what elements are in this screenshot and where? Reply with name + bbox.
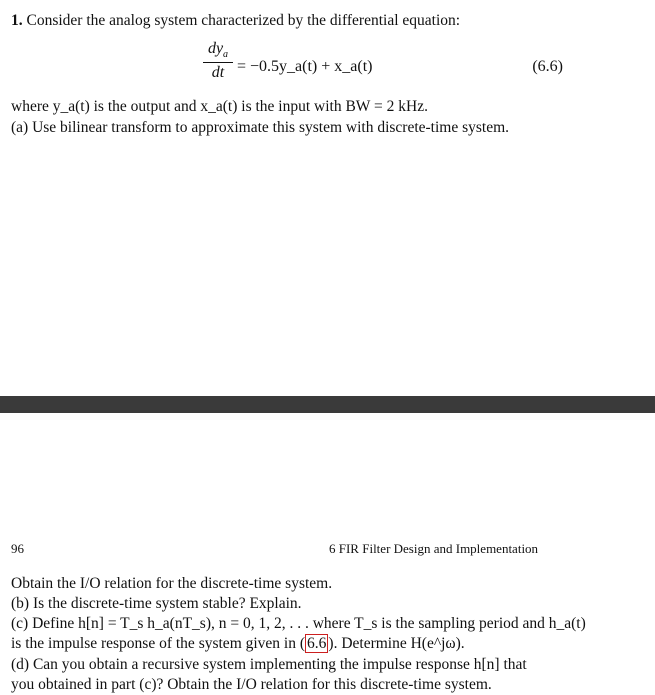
obtain-line: Obtain the I/O relation for the discrete-time system.	[11, 575, 333, 592]
fraction-numerator: $dy_a$	[207, 40, 229, 61]
derivative-fraction	[203, 40, 233, 82]
problem-number: 1.	[11, 12, 23, 29]
equation-reference-link[interactable]: 6.6	[307, 635, 327, 652]
equation-rhs: = −0.5y_a(t) + x_a(t)	[237, 58, 373, 75]
fraction-bar	[203, 62, 233, 63]
part-d-line1: (d) Can you obtain a recursive system implementing the impulse response h[n] that	[11, 656, 527, 673]
running-header: 6 FIR Filter Design and Implementation	[329, 541, 539, 556]
part-c-text-after: ). Determine H(e^jω).	[328, 635, 465, 652]
part-a: (a) Use bilinear transform to approximate this system with discrete-time system.	[11, 119, 510, 136]
equation-number: (6.6)	[532, 58, 563, 75]
part-c-text-before: is the impulse response of the system given in (	[11, 635, 306, 652]
fraction-denominator: dt	[211, 64, 225, 81]
where-line: where y_a(t) is the output and x_a(t) is the input with BW = 2 kHz.	[11, 98, 428, 115]
problem-heading	[11, 11, 460, 31]
page-separator	[0, 396, 655, 413]
part-c-line1: (c) Define h[n] = T_s h_a(nT_s), n = 0, 1, 2, . . . where T_s is the sampling period and h_a(t)	[11, 615, 586, 632]
problem-statement: Consider the analog system characterized by the differential equation:	[26, 12, 461, 29]
page-number: 96	[11, 541, 24, 556]
part-d-line2: you obtained in part (c)? Obtain the I/O relation for this discrete-time system.	[11, 676, 492, 693]
part-c-line2	[11, 634, 465, 654]
part-b: (b) Is the discrete-time system stable? Explain.	[11, 595, 302, 612]
